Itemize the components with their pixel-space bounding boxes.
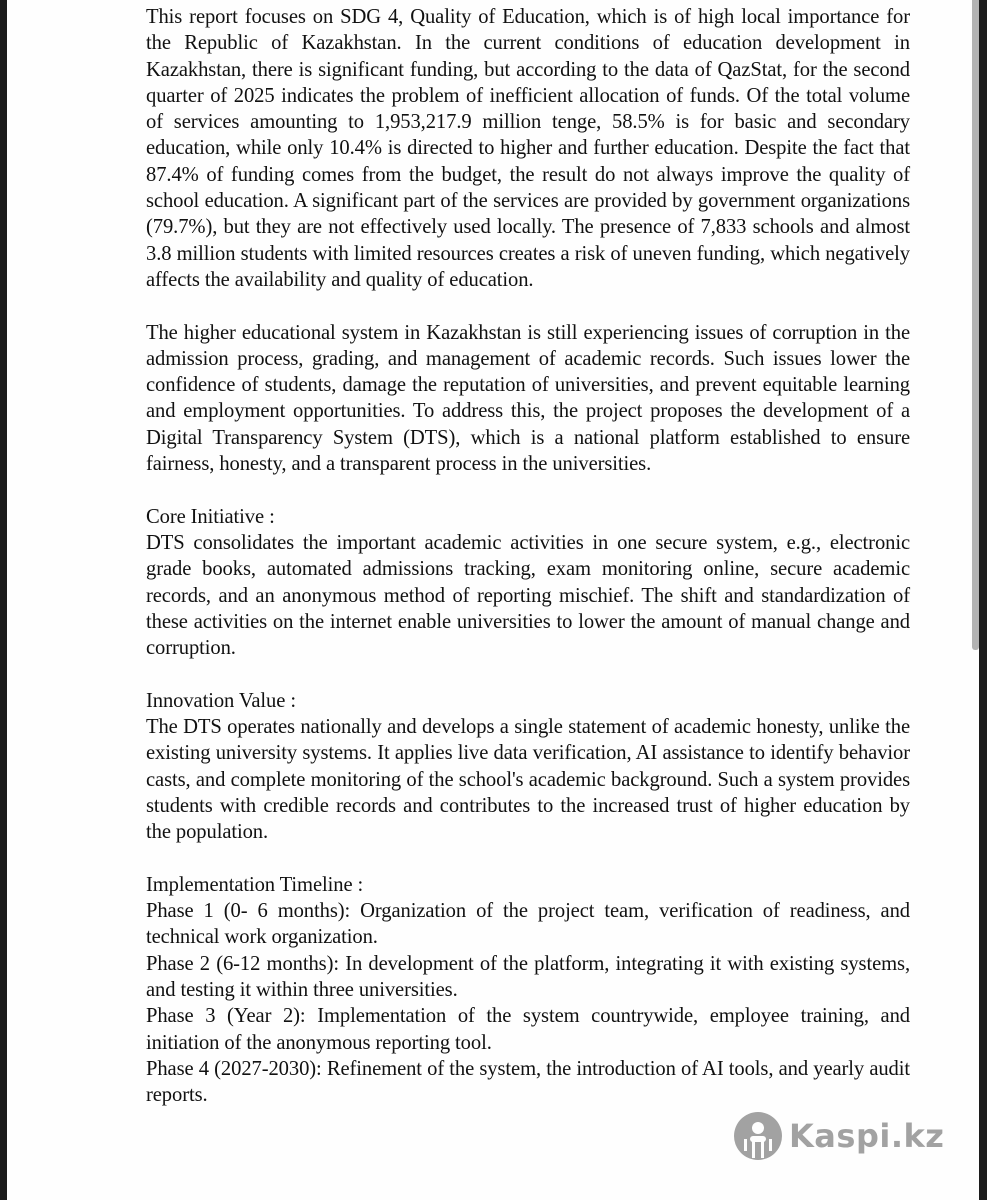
vertical-scrollbar-thumb[interactable]	[972, 0, 979, 650]
timeline-heading: Implementation Timeline :	[146, 873, 364, 896]
document-page	[146, 4, 910, 1108]
timeline-phase-4: Phase 4 (2027-2030): Refinement of the system, the introduction of AI tools, and yearly audit reports.	[146, 1057, 910, 1107]
timeline-phase-2: Phase 2 (6-12 months): In development of the platform, integrating it with existing systems, and testing it within three universities.	[146, 952, 910, 1001]
intro-paragraph: This report focuses on SDG 4, Quality of Education, which is of high local importance for the Republic of Kazakhstan. In the current conditions of education development in Kazakhstan, there is significant funding, but according to the data of QazStat, for the second quarter of 2025 indicates the problem of inefficient allocation of funds. Of the total volume of services amounting to 1,953,217.9 million tenge, 58.5% is for basic and secondary education, while only 10.4% is directed to higher and further education. Despite the fact that 87.4% of funding comes from the budget, the result do not always improve the quality of school education. A significant part of the services are provided by government organizations (79.7%), but they are not effectively used locally. The presence of 7,833 schools and almost 3.8 million students with limited resources creates a risk of uneven funding, which negatively affects the availability and quality of education.	[146, 6, 910, 291]
timeline-phase-3: Phase 3 (Year 2): Implementation of the system countrywide, employee training, and initiation of the anonymous reporting tool.	[146, 1005, 910, 1054]
right-window-edge	[979, 0, 987, 1200]
problem-paragraph: The higher educational system in Kazakhstan is still experiencing issues of corruption in the admission process, grading, and management of academic records. Such issues lower the confidence of students, damage the reputation of universities, and prevent equitable learning and employment opportunities. To address this, the project proposes the development of a Digital Transparency System (DTS), which is a national platform established to ensure fairness, honesty, and a transparent process in the universities.	[146, 321, 910, 476]
section-heading: Core Initiative :	[146, 505, 275, 528]
timeline-phase-1: Phase 1 (0- 6 months): Organization of the project team, verification of readiness, and technical work organization.	[146, 900, 910, 949]
left-window-edge	[0, 0, 7, 1200]
section-implementation-timeline	[146, 872, 910, 1109]
section-innovation-value	[146, 688, 910, 846]
section-body: The DTS operates nationally and develops a single statement of academic honesty, unlike the existing university systems. It applies live data verification, AI assistance to identify behavior casts, and complete monitoring of the school's academic background. Such a system provides students with credible records and contributes to the increased trust of higher education by the population.	[146, 716, 910, 844]
section-core-initiative	[146, 504, 910, 662]
section-heading: Innovation Value :	[146, 689, 296, 712]
section-body: DTS consolidates the important academic activities in one secure system, e.g., electronic grade books, automated admissions tracking, exam monitoring online, secure academic records, and an anonymous method of reporting mischief. The shift and standardization of these activities on the internet enable universities to lower the amount of manual change and corruption.	[146, 531, 910, 660]
watermark-text: Kaspi.kz	[789, 1117, 945, 1155]
